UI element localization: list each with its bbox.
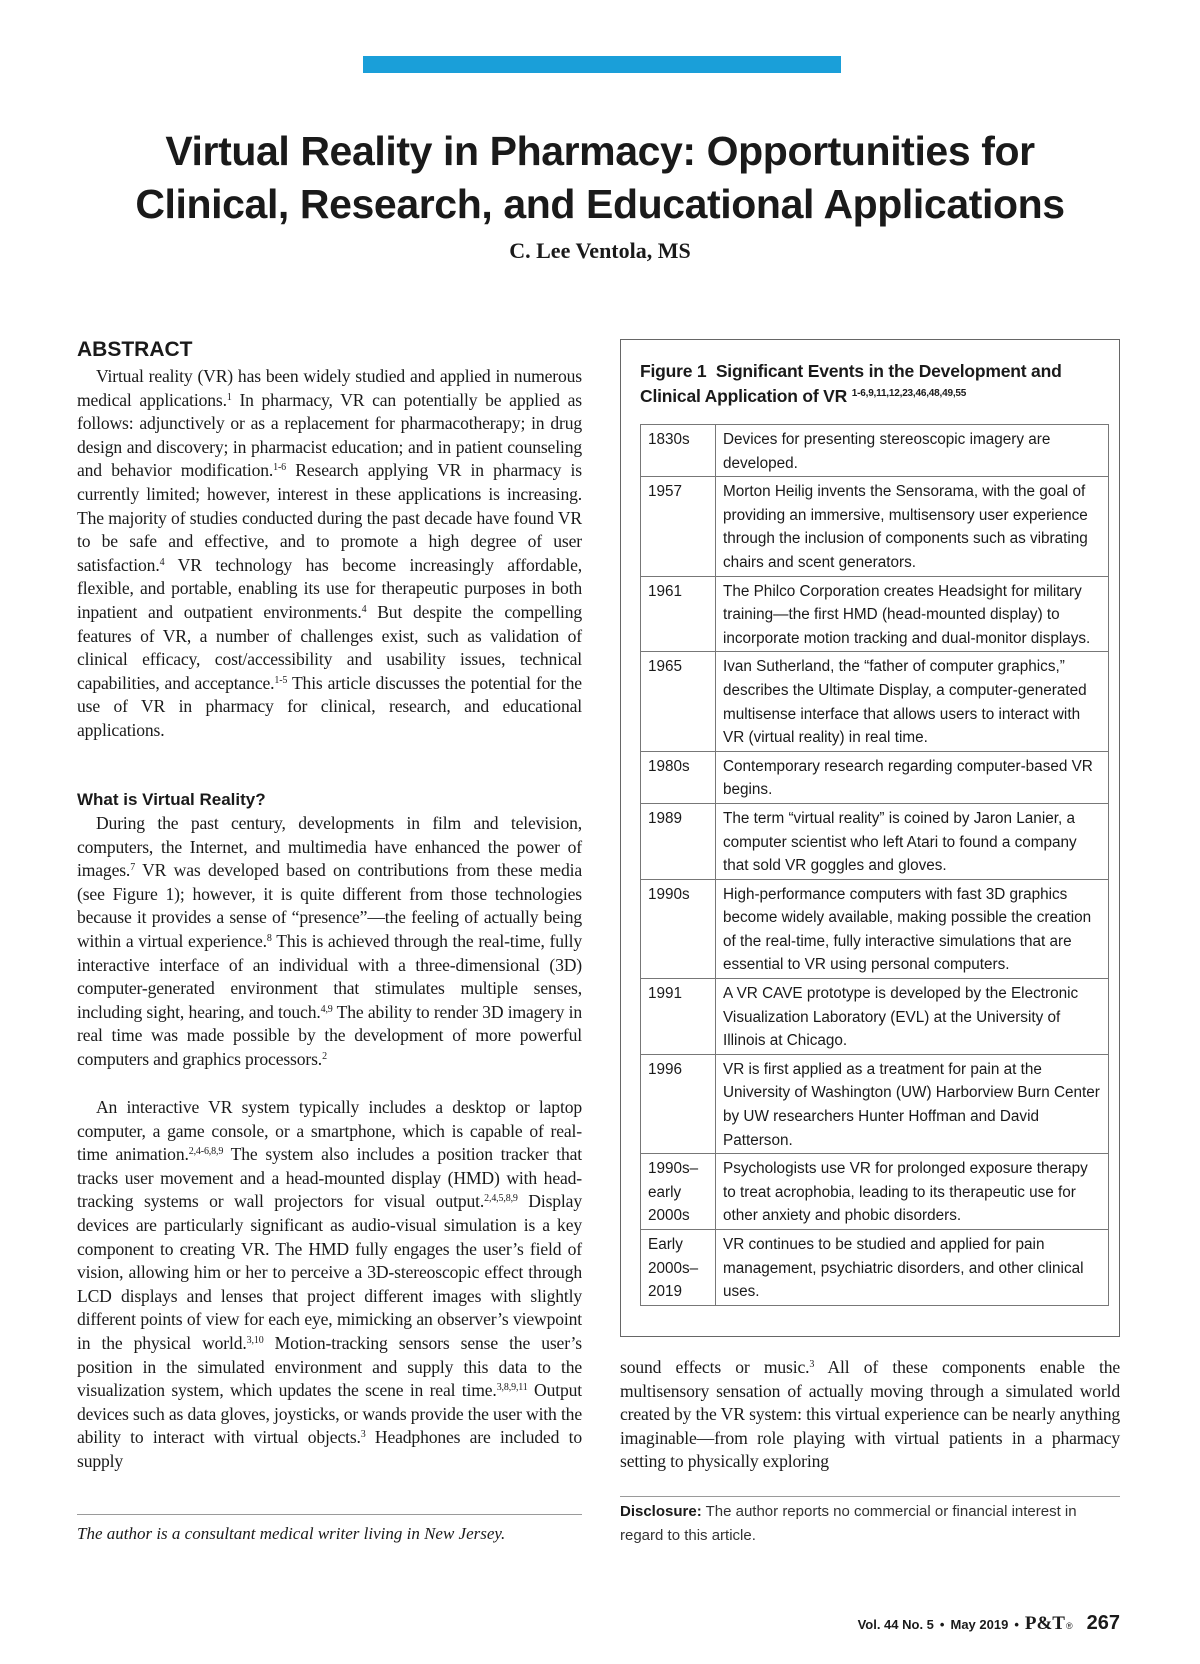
timeline-year: 1830s <box>641 425 716 477</box>
timeline-event: Devices for presenting stereoscopic imagery are developed. <box>716 425 1109 477</box>
figure-1-timeline-table <box>640 424 1109 1306</box>
page-footer <box>858 1612 1120 1635</box>
timeline-year: 1957 <box>641 477 716 576</box>
timeline-event: Contemporary research regarding computer-based VR begins. <box>716 751 1109 803</box>
citation-superscript: 1-5 <box>274 674 288 686</box>
citation-superscript: 1-6 <box>273 462 287 474</box>
abstract-heading: ABSTRACT <box>77 338 193 361</box>
citation-superscript: 2 <box>322 1050 327 1062</box>
disclosure-text: The author reports no commercial or financial interest in regard to this article. <box>620 1503 1077 1544</box>
timeline-event: Psychologists use VR for prolonged exposure therapy to treat acrophobia, leading to its therapeutic use for other anxiety and phobic disorders. <box>716 1154 1109 1230</box>
timeline-year: 1991 <box>641 979 716 1055</box>
footer-separator: • <box>1014 1617 1019 1632</box>
citation-superscript: 2,4,5,8,9 <box>484 1193 518 1205</box>
timeline-year: 1980s <box>641 751 716 803</box>
footer-date: May 2019 <box>950 1617 1009 1632</box>
timeline-row <box>641 1230 1109 1306</box>
timeline-row <box>641 576 1109 652</box>
timeline-event: Ivan Sutherland, the “father of computer graphics,” describes the Ultimate Display, a computer-generated multisense interface that allows users to interact with VR (virtual reality) in real time. <box>716 652 1109 751</box>
footer-registered-mark: ® <box>1065 1621 1073 1631</box>
article-title-line-2: Clinical, Research, and Educational Applications <box>135 181 1065 227</box>
footer-separator: • <box>939 1617 945 1632</box>
timeline-year: Early 2000s–2019 <box>641 1230 716 1306</box>
section-heading-what-is-vr: What is Virtual Reality? <box>77 790 266 809</box>
citation-superscript: 3,10 <box>246 1334 264 1346</box>
figure-1-title-line-2: Clinical Application of VR <box>640 386 848 406</box>
citation-superscript: 2,4-6,8,9 <box>188 1146 224 1158</box>
timeline-row <box>641 1154 1109 1230</box>
timeline-row <box>641 477 1109 576</box>
article-title-line-1: Virtual Reality in Pharmacy: Opportunities for <box>165 128 1035 174</box>
citation-superscript: 8 <box>266 932 272 944</box>
citation-superscript: 3 <box>809 1359 815 1370</box>
citation-superscript: 4,9 <box>320 1003 333 1015</box>
timeline-row <box>641 803 1109 879</box>
timeline-event: VR is first applied as a treatment for pain at the University of Washington (UW) Harborview Burn Center by UW researchers Hunter Hoffman and David Patterson. <box>716 1054 1109 1153</box>
timeline-row <box>641 652 1109 751</box>
author-footnote: The author is a consultant medical writer living in New Jersey. <box>77 1524 506 1543</box>
footer-issue: Vol. 44 No. 5 <box>857 1617 934 1632</box>
timeline-year: 1990s <box>641 879 716 978</box>
timeline-year: 1961 <box>641 576 716 652</box>
figure-1-box <box>620 339 1120 1337</box>
timeline-event: The Philco Corporation creates Headsight for military training—the first HMD (head-mounted display) to incorporate motion tracking and dual-monitor displays. <box>716 576 1109 652</box>
figure-1-title <box>640 359 1110 409</box>
timeline-row <box>641 425 1109 477</box>
body-paragraph-2: An interactive VR system typically includes a desktop or laptop computer, a game console, or a smartphone, which is capable of real-time animation.$^{2,4-6,8,9}$ The system also includes a position tracker that tracks user movement and a head-mounted display (HMD) with head-tracking systems or wall projectors for visual output.$^{2,4,5,8,9}$ Display devices are particularly significant as audio-visual simulation is a key component to creating VR. The HMD fully engages the user’s field of vision, allowing him or her to perceive a 3D-stereoscopic effect through LCD displays and lenses that project different images with slightly different points of view for each eye, mimicking an observer’s viewpoint in the physical world.$^{3,10}$ Motion-tracking sensors sense the user’s position in the simulated environment and supply this data to the visualization system, which updates the scene in real time.$^{3,8,9,11}$ Output devices such as data gloves, joysticks, or wands provide the user with the ability to interact with virtual objects.$^3$ Headphones are included to supply <box>77 1097 582 1471</box>
disclosure-note <box>620 1500 1120 1548</box>
timeline-event: Morton Heilig invents the Sensorama, with the goal of providing an immersive, multisensory user experience through the inclusion of components such as vibrating chairs and scent generators. <box>716 477 1109 576</box>
disclosure-divider <box>620 1496 1120 1497</box>
header-accent-bar <box>363 56 841 73</box>
timeline-row <box>641 751 1109 803</box>
timeline-row <box>641 979 1109 1055</box>
footnote-divider <box>77 1514 582 1515</box>
citation-superscript: 3 <box>360 1429 366 1441</box>
timeline-row <box>641 879 1109 978</box>
timeline-event: The term “virtual reality” is coined by Jaron Lanier, a computer scientist who left Atari to found a company that sold VR goggles and gloves. <box>716 803 1109 879</box>
timeline-event: High-performance computers with fast 3D graphics become widely available, making possible the creation of the real-time, fully interactive simulations that are essential to VR using personal computers. <box>716 879 1109 978</box>
figure-1-references: 1-6,9,11,12,23,46,48,49,55 <box>851 388 967 399</box>
citation-superscript: 7 <box>130 862 136 874</box>
figure-1-label: Figure 1 <box>640 361 707 381</box>
disclosure-label: Disclosure: <box>620 1503 702 1520</box>
citation-superscript: 1 <box>226 391 232 403</box>
timeline-year: 1989 <box>641 803 716 879</box>
citation-superscript: 4 <box>159 556 165 568</box>
body-paragraph-continued: sound effects or music.$^3$ All of these components enable the multisensory sensation of actually moving through a simulated world created by the VR system: this virtual experience can be nearly anything imaginable—from role playing with virtual patients in a pharmacy setting to physically exploring <box>620 1357 1121 1472</box>
page-number: 267 <box>1086 1612 1120 1634</box>
timeline-year: 1996 <box>641 1054 716 1153</box>
article-author: C. Lee Ventola, MS <box>509 238 691 263</box>
footer-journal-name: P&T <box>1024 1613 1065 1634</box>
citation-superscript: 3,8,9,11 <box>496 1382 528 1394</box>
timeline-year: 1990s–early 2000s <box>641 1154 716 1230</box>
abstract-paragraph: Virtual reality (VR) has been widely studied and applied in numerous medical applications.$^1$ In pharmacy, VR can potentially be applied as follows: adjunctively or as a replacement for pharmacotherapy; in drug design and discovery; in pharmacist education; and in patient counseling and behavior modification.$^{1-6}$ Research applying VR in pharmacy is currently limited; however, interest in these applications is increasing. The majority of studies conducted during the past decade have found VR to be safe and effective, and to promote a high degree of user satisfaction.$^4$ VR technology has become increasingly affordable, flexible, and portable, enabling its use for therapeutic purposes in both inpatient and outpatient environments.$^4$ But despite the compelling features of VR, a number of challenges exist, such as validation of clinical efficacy, cost/accessibility and usability issues, technical capabilities, and acceptance.$^{1-5}$ This article discusses the potential for the use of VR in pharmacy for clinical, research, and educational applications. <box>77 366 582 740</box>
timeline-year: 1965 <box>641 652 716 751</box>
citation-superscript: 4 <box>361 603 367 615</box>
body-paragraph-1: During the past century, developments in film and television, computers, the Internet, and multimedia have enhanced the power of images.$^7$ VR was developed based on contributions from these media (see Figure 1); however, it is quite different from those technologies because it provides a sense of “presence”—the feeling of actually being within a virtual experience.$^8$ This is achieved through the real-time, fully interactive interface of an individual with a three-dimensional (3D) computer-generated environment that stimulates multiple senses, including sight, hearing, and touch.$^{4,9}$ The ability to render 3D imagery in real time was made possible by the development of more powerful computers and graphics processors.$^2$ <box>77 813 583 1069</box>
timeline-row <box>641 1054 1109 1153</box>
figure-1-title-line-1: Significant Events in the Development and <box>715 361 1062 381</box>
timeline-event: A VR CAVE prototype is developed by the Electronic Visualization Laboratory (EVL) at the University of Illinois at Chicago. <box>716 979 1109 1055</box>
timeline-event: VR continues to be studied and applied for pain management, psychiatric disorders, and other clinical uses. <box>716 1230 1109 1306</box>
